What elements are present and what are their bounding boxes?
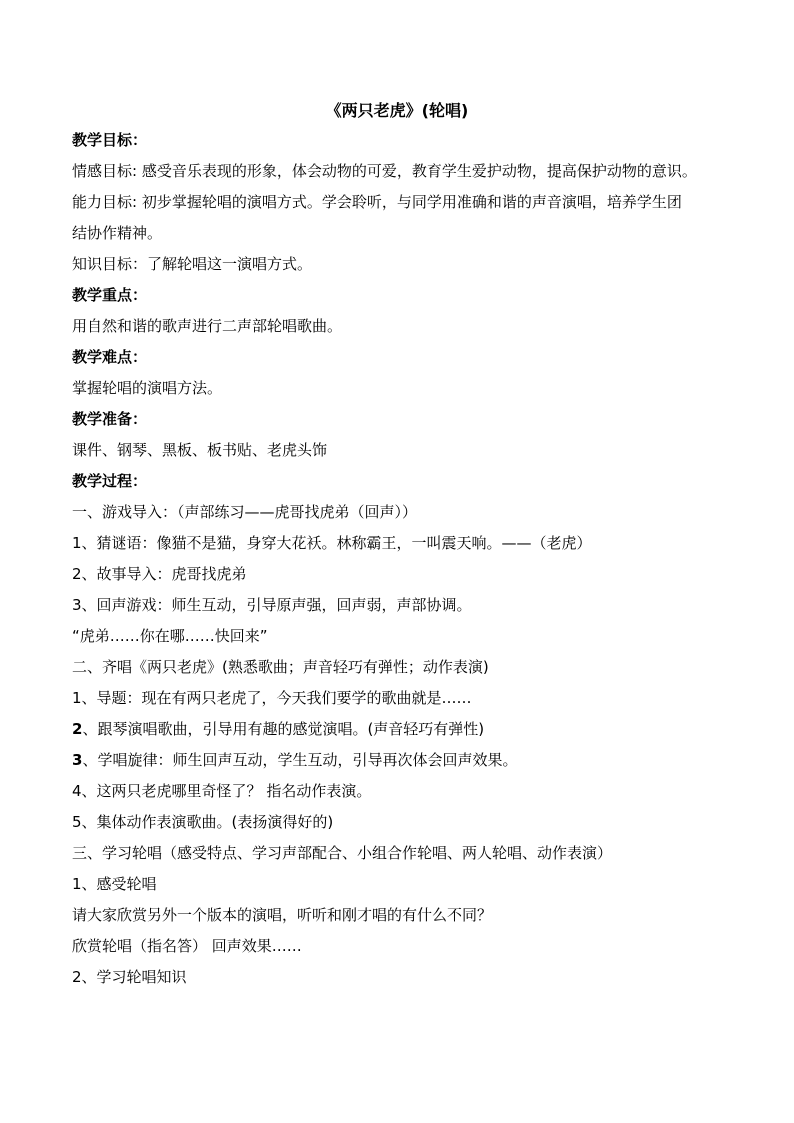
- section-2-item-5: 5、集体动作表演歌曲。(表扬演得好的): [72, 813, 334, 831]
- item-text: 、跟琴演唱歌曲，引导用有趣的感觉演唱。(声音轻巧有弹性): [82, 720, 485, 738]
- item-text: 、学唱旋律：师生回声互动，学生互动，引导再次体会回声效果。: [82, 751, 518, 769]
- section-1-item-2: 2、故事导入：虎哥找虎弟: [72, 565, 247, 583]
- section-2-item-1: 1、导题：现在有两只老虎了，今天我们要学的歌曲就是……: [72, 689, 472, 707]
- section-1-item-1: 1、猜谜语：像猫不是猫，身穿大花袄。林称霸王，一叫震天响。——（老虎）: [72, 534, 592, 552]
- goal-knowledge: 知识目标：了解轮唱这一演唱方式。: [72, 255, 313, 273]
- section-3-question: 请大家欣赏另外一个版本的演唱，听听和刚才唱的有什么不同？: [72, 906, 493, 924]
- goal-emotion: 情感目标: 感受音乐表现的形象，体会动物的可爱，教育学生爱护动物，提高保护动物的意识。: [72, 162, 697, 180]
- section-3-item-2: 2、学习轮唱知识: [72, 968, 187, 986]
- section-1-item-3: 3、回声游戏：师生互动，引导原声强，回声弱，声部协调。: [72, 596, 472, 614]
- prep-text: 课件、钢琴、黑板、板书贴、老虎头饰: [72, 441, 328, 459]
- section-3-listen: 欣赏轮唱（指名答） 回声效果……: [72, 937, 302, 955]
- section-3-title: 三、学习轮唱（感受特点、学习声部配合、小组合作轮唱、两人轮唱、动作表演）: [72, 844, 613, 862]
- section-1-quote: “虎弟……你在哪……快回来”: [72, 627, 268, 645]
- document-body: [72, 130, 732, 998]
- item-number: 3: [72, 751, 83, 769]
- goal-ability-line-1: 能力目标: 初步掌握轮唱的演唱方式。学会聆听，与同学用准确和谐的声音演唱，培养学生团: [72, 193, 682, 211]
- keypoint-text: 用自然和谐的歌声进行二声部轮唱歌曲。: [72, 317, 343, 335]
- difficulty-text: 掌握轮唱的演唱方法。: [72, 379, 223, 397]
- section-3-item-1: 1、感受轮唱: [72, 875, 157, 893]
- section-2-item-3: [72, 750, 732, 770]
- keypoint-heading: 教学重点：: [72, 286, 148, 304]
- goals-heading: 教学目标：: [72, 131, 148, 149]
- prep-heading: 教学准备：: [72, 410, 148, 428]
- difficulty-heading: 教学难点：: [72, 348, 148, 366]
- section-2-item-4: 4、这两只老虎哪里奇怪了？ 指名动作表演。: [72, 782, 372, 800]
- page-title: 《两只老虎》(轮唱): [325, 101, 469, 120]
- goal-ability-line-2: 结协作精神。: [72, 224, 163, 242]
- section-2-title: 二、齐唱《两只老虎》(熟悉歌曲；声音轻巧有弹性；动作表演): [72, 658, 489, 676]
- item-number: 2: [72, 720, 83, 738]
- section-2-item-2: [72, 719, 732, 739]
- process-heading: 教学过程：: [72, 472, 148, 490]
- section-1-title: 一、游戏导入：（声部练习——虎哥找虎弟（回声））: [72, 503, 418, 521]
